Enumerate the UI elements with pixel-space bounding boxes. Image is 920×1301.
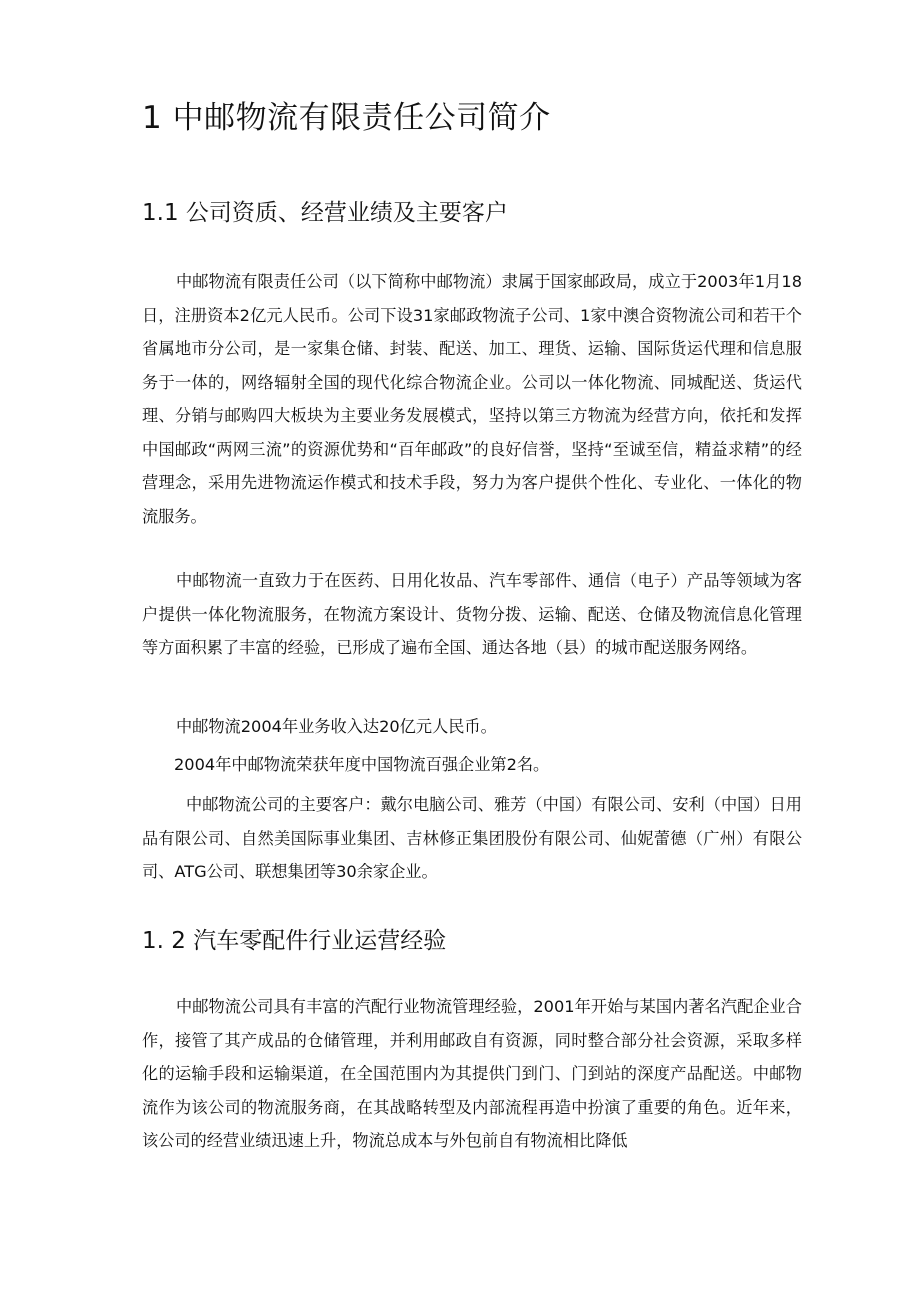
section-heading-1-2: 1. 2 汽车零配件行业运营经验 <box>142 928 447 954</box>
paragraph-service-fields: 中邮物流一直致力于在医药、日用化妆品、汽车零部件、通信（电子）产品等领域为客户提供一体化物流服务，在物流方案设计、货物分拨、运输、配送、仓储及物流信息化管理等方面积累了丰富的经验，已形成了遍布全国、通达各地（县）的城市配送服务网络。 <box>142 571 802 657</box>
paragraph-ranking-2004: 2004年中邮物流荣获年度中国物流百强企业第2名。 <box>174 755 550 774</box>
paragraph-company-overview: 中邮物流有限责任公司（以下简称中邮物流）隶属于国家邮政局，成立于2003年1月18日，注册资本2亿元人民币。公司下设31家邮政物流子公司、1家中澳合资物流公司和若干个省属地市分公司，是一家集仓储、封装、配送、加工、理货、运输、国际货运代理和信息服务于一体的，网络辐射全国的现代化综合物流企业。公司以一体化物流、同城配送、货运代理、分销与邮购四大板块为主要业务发展模式，坚持以第三方物流为经营方向，依托和发挥中国邮政“两网三流”的资源优势和“百年邮政”的良好信誉，坚持“至诚至信，精益求精”的经营理念，采用先进物流运作模式和技术手段，努力为客户提供个性化、专业化、一体化的物流服务。 <box>142 272 802 526</box>
section-heading-1-1: 1.1 公司资质、经营业绩及主要客户 <box>142 200 508 226</box>
paragraph-auto-parts-experience: 中邮物流公司具有丰富的汽配行业物流管理经验，2001年开始与某国内著名汽配企业合作，接管了其产成品的仓储管理，并利用邮政自有资源，同时整合部分社会资源，采取多样化的运输手段和运输渠道，在全国范围内为其提供门到门、门到站的深度产品配送。中邮物流作为该公司的物流服务商，在其战略转型及内部流程再造中扮演了重要的角色。近年来，该公司的经营业绩迅速上升，物流总成本与外包前自有物流相比降低 <box>142 997 802 1150</box>
document-title: 1 中邮物流有限责任公司简介 <box>142 100 551 136</box>
paragraph-revenue-2004: 中邮物流2004年业务收入达20亿元人民币。 <box>176 717 497 736</box>
paragraph-major-customers: 中邮物流公司的主要客户：戴尔电脑公司、雅芳（中国）有限公司、安利（中国）日用品有限公司、自然美国际事业集团、吉林修正集团股份有限公司、仙妮蕾德（广州）有限公司、ATG公司、联想集团等30余家企业。 <box>142 795 802 881</box>
